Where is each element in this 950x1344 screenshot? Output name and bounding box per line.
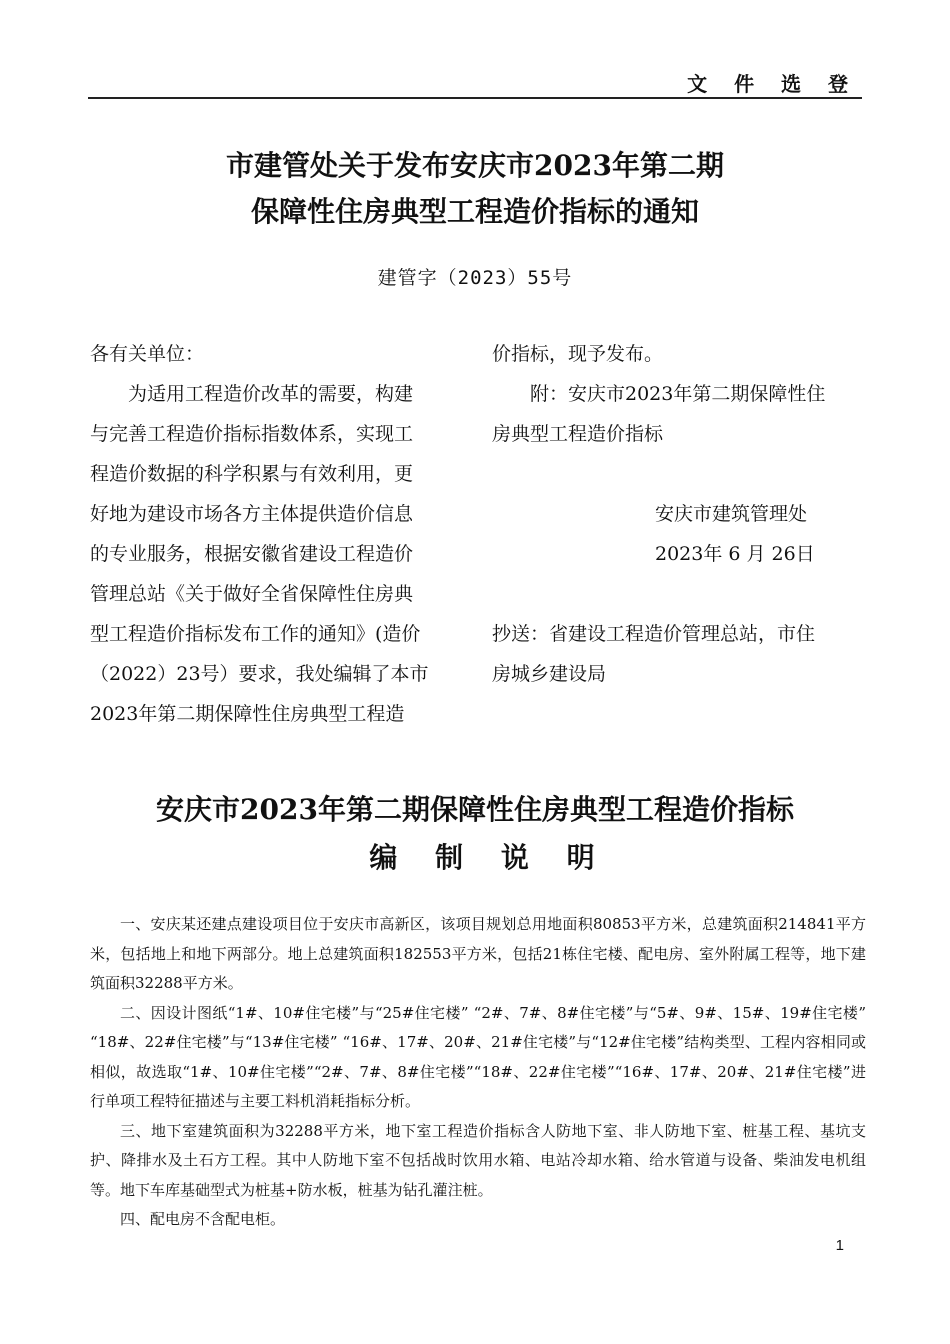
section-header: 文 件 选 登	[687, 72, 858, 96]
document-number: 建管字（2023）55号	[377, 267, 573, 289]
body-line: 好地为建设市场各方主体提供造价信息	[90, 503, 414, 525]
explanation-title: 安庆市2023年第二期保障性住房典型工程造价指标	[156, 793, 794, 826]
attachment-line-1: 附：安庆市2023年第二期保障性住	[530, 383, 826, 405]
salutation: 各有关单位：	[90, 343, 205, 365]
paragraph-3: 三、地下室建筑面积为32288平方米，地下室工程造价指标含人防地下室、非人防地下室、桩基工程、基坑支护、降排水及土石方工程。其中人防地下室不包括战时饮用水箱、电站冷却水箱、给水管道与设备、柴油发电机组等。地下车库基础型式为桩基+防水板，桩基为钻孔灌注桩。	[90, 1121, 866, 1199]
body-line: 程造价数据的科学积累与有效利用，更	[90, 463, 414, 485]
paragraph-1: 一、安庆某还建点建设项目位于安庆市高新区，该项目规划总用地面积80853平方米，总建筑面积214841平方米，包括地上和地下两部分。地上总建筑面积182553平方米，包括21栋住宅楼、配电房、室外附属工程等，地下建筑面积32288平方米。	[90, 915, 866, 992]
header-rule	[88, 97, 862, 99]
notice-title-line-2: 保障性住房典型工程造价指标的通知	[250, 195, 699, 228]
body-line: 与完善工程造价指标指数体系，实现工	[90, 423, 414, 445]
notice-left-column	[90, 334, 460, 734]
body-line: （2022）23号）要求，我处编辑了本市	[90, 663, 429, 685]
attachment-line-2: 房典型工程造价指标	[492, 423, 664, 445]
body-line: 型工程造价指标发布工作的通知》(造价	[90, 623, 421, 645]
body-continuation: 价指标，现予发布。	[492, 343, 664, 365]
page-number: 1	[835, 1237, 844, 1254]
body-line: 为适用工程造价改革的需要，构建	[128, 383, 414, 405]
body-line: 2023年第二期保障性住房典型工程造	[90, 703, 405, 725]
cc-line-1: 抄送：省建设工程造价管理总站，市住	[492, 623, 816, 645]
issue-date: 2023年 6 月 26日	[655, 543, 815, 565]
issuer: 安庆市建筑管理处	[655, 503, 808, 525]
paragraph-2: 二、因设计图纸“1#、10#住宅楼”与“25#住宅楼” “2#、7#、8#住宅楼”与“5#、9#、15#、19#住宅楼” “18#、22#住宅楼”与“13#住宅楼” “16#、17#、20#、21#住宅楼”与“12#住宅楼”结构类型、工程内容相同或相似，故选取“1#、10#住宅楼”“2#、7#、8#住宅楼”“18#、22#住宅楼”“16#、17#、20#、21#住宅楼”进行单项工程特征描述与主要工料机消耗指标分析。	[90, 1003, 866, 1110]
notice-title-line-1: 市建管处关于发布安庆市2023年第二期	[226, 149, 724, 182]
body-line: 的专业服务，根据安徽省建设工程造价	[90, 543, 414, 565]
explanation-body	[90, 910, 866, 1235]
body-line: 管理总站《关于做好全省保障性住房典	[90, 583, 414, 605]
explanation-subtitle: 编 制 说 明	[369, 841, 609, 874]
cc-line-2: 房城乡建设局	[492, 663, 607, 685]
paragraph-4: 四、配电房不含配电柜。	[120, 1210, 286, 1228]
